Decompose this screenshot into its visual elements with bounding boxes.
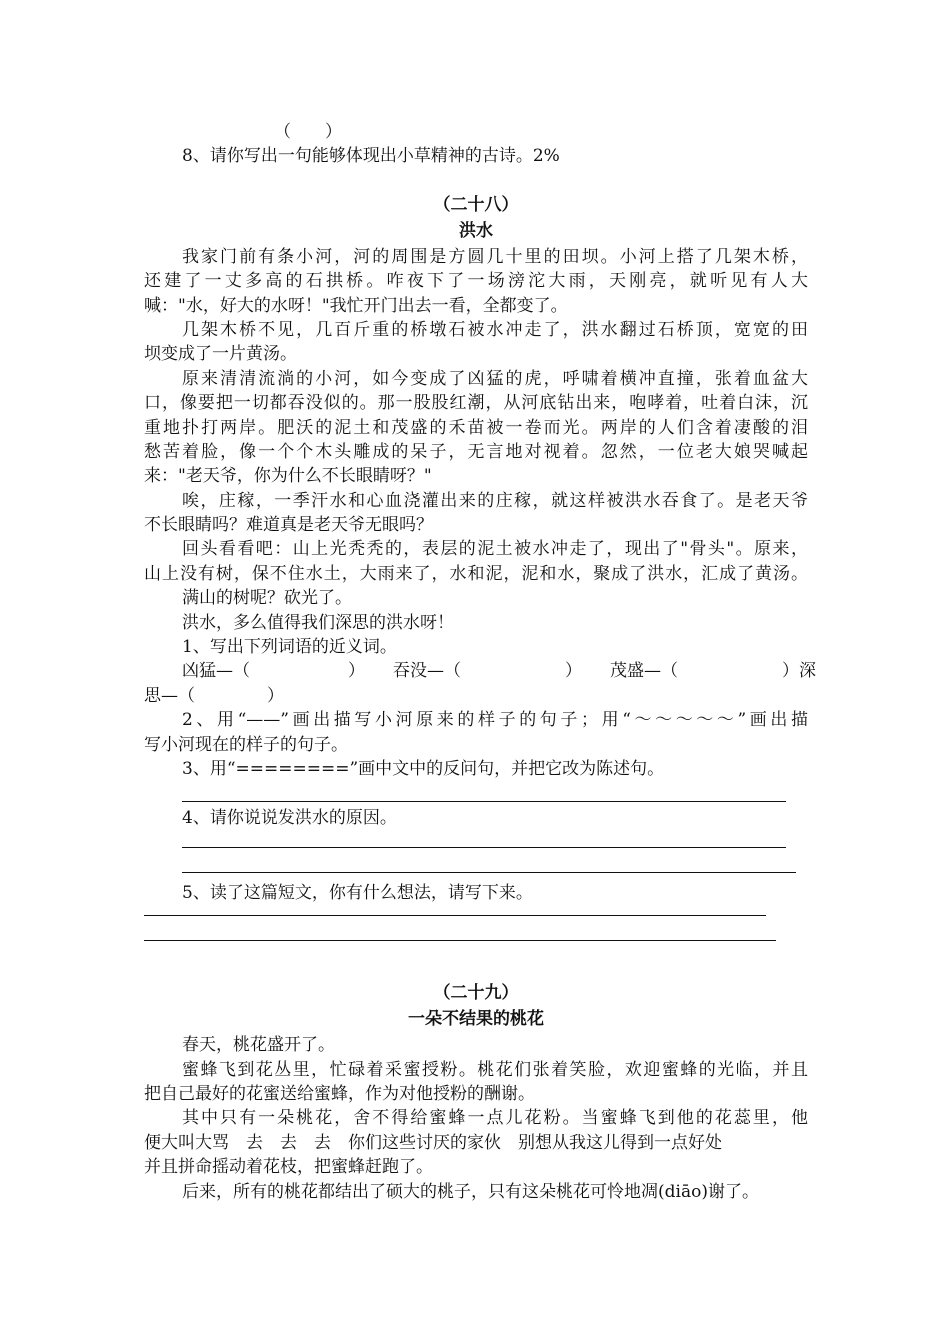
synonym-label: 思—（ bbox=[144, 685, 195, 706]
paragraph-line: 洪水，多么值得我们深思的洪水呀！ bbox=[182, 612, 454, 633]
synonym-row bbox=[144, 684, 808, 708]
answer-parentheses: （ ） bbox=[274, 122, 342, 142]
synonym-label: 吞没—（ bbox=[393, 661, 461, 682]
section-28-title: 洪水 bbox=[459, 220, 493, 241]
paragraph-line: 回头看看吧：山上光秃秃的，表层的泥土被水冲走了，现出了"骨头"。原来， bbox=[182, 539, 808, 560]
paragraph-line: 后来，所有的桃花都结出了硕大的桃子，只有这朵桃花可怜地凋(diāo)谢了。 bbox=[182, 1181, 759, 1202]
question-2: 2、用“——”画出描写小河原来的样子的句子；用“～～～～～”画出描 bbox=[182, 710, 808, 731]
paren-close: ） bbox=[267, 685, 284, 706]
synonym-label: ）深 bbox=[782, 661, 816, 682]
paragraph-line: 并且拼命摇动着花枝，把蜜蜂赶跑了。 bbox=[144, 1157, 433, 1178]
answer-line[interactable] bbox=[144, 930, 776, 941]
question-4: 4、请你说说发洪水的原因。 bbox=[182, 808, 397, 829]
question-1: 1、写出下列词语的近义词。 bbox=[182, 637, 397, 658]
question-2-cont: 写小河现在的样子的句子。 bbox=[144, 734, 348, 755]
paragraph-line: 便大叫大骂 去 去 去 你们这些讨厌的家伙 别想从我这儿得到一点好处 bbox=[144, 1132, 722, 1153]
paragraph-line: 原来清清流淌的小河，如今变成了凶猛的虎，呼啸着横冲直撞，张着血盆大 bbox=[182, 368, 808, 389]
paragraph-line: 愁苦着脸，像一个个木头雕成的呆子，无言地对视着。忽然，一位老大娘哭喊起 bbox=[144, 441, 808, 462]
paren-close: ） bbox=[565, 661, 582, 682]
section-28-number: （二十八） bbox=[433, 194, 519, 215]
synonym-label: 茂盛—（ bbox=[610, 661, 678, 682]
paragraph-line: 坝变成了一片黄汤。 bbox=[144, 344, 297, 365]
synonym-label: 凶猛—（ bbox=[182, 661, 250, 682]
section-29-number: （二十九） bbox=[433, 983, 519, 1004]
section-29-title: 一朵不结果的桃花 bbox=[408, 1009, 544, 1030]
answer-line[interactable] bbox=[182, 781, 786, 802]
paragraph-line: 山上没有树，保不住水土，大雨来了，水和泥，泥和水，聚成了洪水，汇成了黄汤。 bbox=[144, 563, 808, 584]
question-8: 8、请你写出一句能够体现出小草精神的古诗。2% bbox=[182, 146, 560, 167]
paragraph-line: 几架木桥不见，几百斤重的桥墩石被水冲走了，洪水翻过石桥顶，宽宽的田 bbox=[182, 319, 808, 340]
paragraph-line: 其中只有一朵桃花，舍不得给蜜蜂一点儿花粉。当蜜蜂飞到他的花蕊里，他 bbox=[182, 1108, 808, 1129]
synonym-row bbox=[144, 659, 816, 683]
paragraph-line: 蜜蜂飞到花丛里，忙碌着采蜜授粉。桃花们张着笑脸，欢迎蜜蜂的光临，并且 bbox=[182, 1059, 808, 1080]
paragraph-line: 把自己最好的花蜜送给蜜蜂，作为对他授粉的酬谢。 bbox=[144, 1083, 535, 1104]
paren-close: ） bbox=[348, 661, 365, 682]
paragraph-line: 唉，庄稼，一季汗水和心血浇灌出来的庄稼，就这样被洪水吞食了。是老天爷 bbox=[182, 490, 808, 511]
paragraph-line: 不长眼睛吗？难道真是老天爷无眼吗？ bbox=[144, 515, 433, 536]
question-3: 3、用“========”画中文中的反问句，并把它改为陈述句。 bbox=[182, 758, 665, 779]
paragraph-line: 重地扑打两岸。肥沃的泥土和茂盛的禾苗被一卷而光。两岸的人们含着凄酸的泪 bbox=[144, 417, 808, 438]
paragraph-line: 还建了一丈多高的石拱桥。咋夜下了一场滂沱大雨，天刚亮，就听见有人大 bbox=[144, 271, 808, 292]
answer-line[interactable] bbox=[182, 831, 786, 848]
paragraph-line: 春天，桃花盛开了。 bbox=[182, 1035, 335, 1056]
question-5: 5、读了这篇短文，你有什么想法，请写下来。 bbox=[182, 882, 533, 903]
paragraph-line: 来："老天爷，你为什么不长眼睛呀？" bbox=[144, 466, 432, 487]
answer-line[interactable] bbox=[182, 856, 796, 873]
paragraph-line: 喊："水，好大的水呀！"我忙开门出去一看，全都变了。 bbox=[144, 295, 568, 316]
document-page bbox=[144, 120, 816, 1204]
answer-line[interactable] bbox=[144, 905, 766, 916]
paragraph-line: 满山的树呢？砍光了。 bbox=[182, 588, 352, 609]
paragraph-line: 口，像要把一切都吞没似的。那一股股红潮，从河底钻出来，咆哮着，吐着白沫，沉 bbox=[144, 393, 808, 414]
paragraph-line: 我家门前有条小河，河的周围是方圆几十里的田坝。小河上搭了几架木桥， bbox=[182, 246, 808, 267]
